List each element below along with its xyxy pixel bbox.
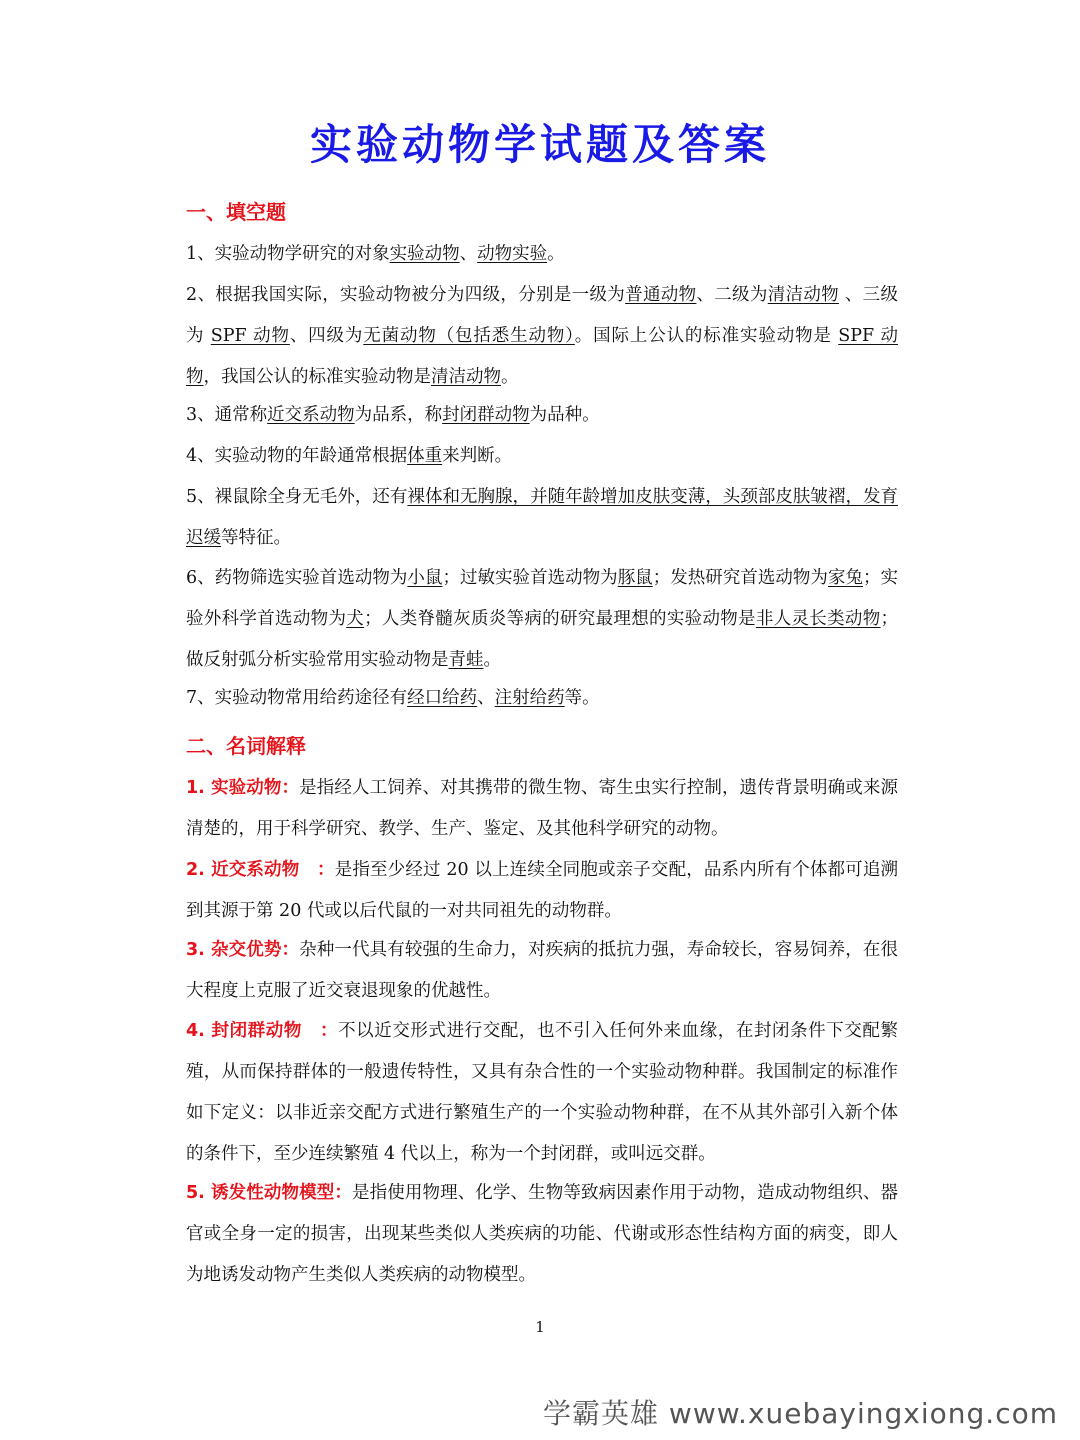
definition-text: 是指经人工饲养、对其携带的微生物、寄生虫实行控制，遗传背景明确或来源清楚的，用于科学研究、教学、生产、鉴定、及其他科学研究的动物。: [186, 778, 898, 839]
question-5: 5、裸鼠除全身无毛外，还有裸体和无胸腺，并随年龄增加皮肤变薄，头颈部皮肤皱褶，发育迟缓等特征。: [186, 487, 898, 548]
watermark: 学霸英雄 www.xuebayingxiong.com: [543, 1397, 1058, 1430]
question-6: 6、药物筛选实验首选动物为小鼠；过敏实验首选动物为豚鼠；发热研究首选动物为家兔；实验外科学首选动物为犬；人类脊髓灰质炎等病的研究最理想的实验动物是非人灵长类动物；做反射弧分析实验常用实验动物是青蛙。: [186, 568, 899, 670]
definition-item: [186, 1011, 898, 1175]
section-heading-fill-in: 一、填空题: [186, 200, 286, 224]
definition-item: [186, 768, 898, 850]
definition-term: 5. 诱发性动物模型：: [186, 1183, 352, 1203]
question-2: 2、根据我国实际，实验动物被分为四级，分别是一级为普通动物、二级为清洁动物 、三级为 SPF 动物、四级为无菌动物（包括悉生动物）。国际上公认的标准实验动物是 SPF 动物，我国公认的标准实验动物是清洁动物。: [186, 285, 899, 387]
definition-text: 是指至少经过 20 以上连续全同胞或亲子交配，品系内所有个体都可追溯到其源于第 20 代或以后代鼠的一对共同祖先的动物群。: [186, 860, 898, 921]
question-1: 1、实验动物学研究的对象实验动物、动物实验。: [186, 244, 565, 264]
question-7: 7、实验动物常用给药途径有经口给药、注射给药等。: [186, 688, 600, 708]
section-heading-definitions: 二、名词解释: [186, 734, 306, 758]
question-3: 3、通常称近交系动物为品系，称封闭群动物为品种。: [186, 405, 600, 425]
page-number: 1: [535, 1318, 545, 1336]
definition-text: 不以近交形式进行交配，也不引入任何外来血缘，在封闭条件下交配繁殖，从而保持群体的一般遗传特性，又具有杂合性的一个实验动物种群。我国制定的标准作如下定义：以非近亲交配方式进行繁殖生产的一个实验动物种群，在不从其外部引入新个体的条件下，至少连续繁殖 4 代以上，称为一个封闭群，或叫远交群。: [186, 1021, 899, 1164]
page-title: 实验动物学试题及答案: [309, 120, 770, 169]
question-4: 4、实验动物的年龄通常根据体重来判断。: [186, 446, 513, 466]
definition-text: 是指使用物理、化学、生物等致病因素作用于动物，造成动物组织、器官或全身一定的损害，出现某些类似人类疾病的功能、代谢或形态性结构方面的病变，即人为地诱发动物产生类似人类疾病的动物模型。: [186, 1183, 899, 1285]
definition-term: 4. 封闭群动物 ：: [186, 1021, 339, 1041]
definition-item: [186, 1173, 898, 1296]
definition-item: [186, 850, 898, 932]
definition-item: [186, 930, 898, 1012]
definition-term: 1. 实验动物：: [186, 778, 300, 798]
definition-term: 3. 杂交优势：: [186, 940, 300, 960]
definition-text: 杂种一代具有较强的生命力，对疾病的抵抗力强，寿命较长，容易饲养，在很大程度上克服了近交衰退现象的优越性。: [186, 940, 898, 1001]
definition-term: 2. 近交系动物 ：: [186, 860, 335, 880]
